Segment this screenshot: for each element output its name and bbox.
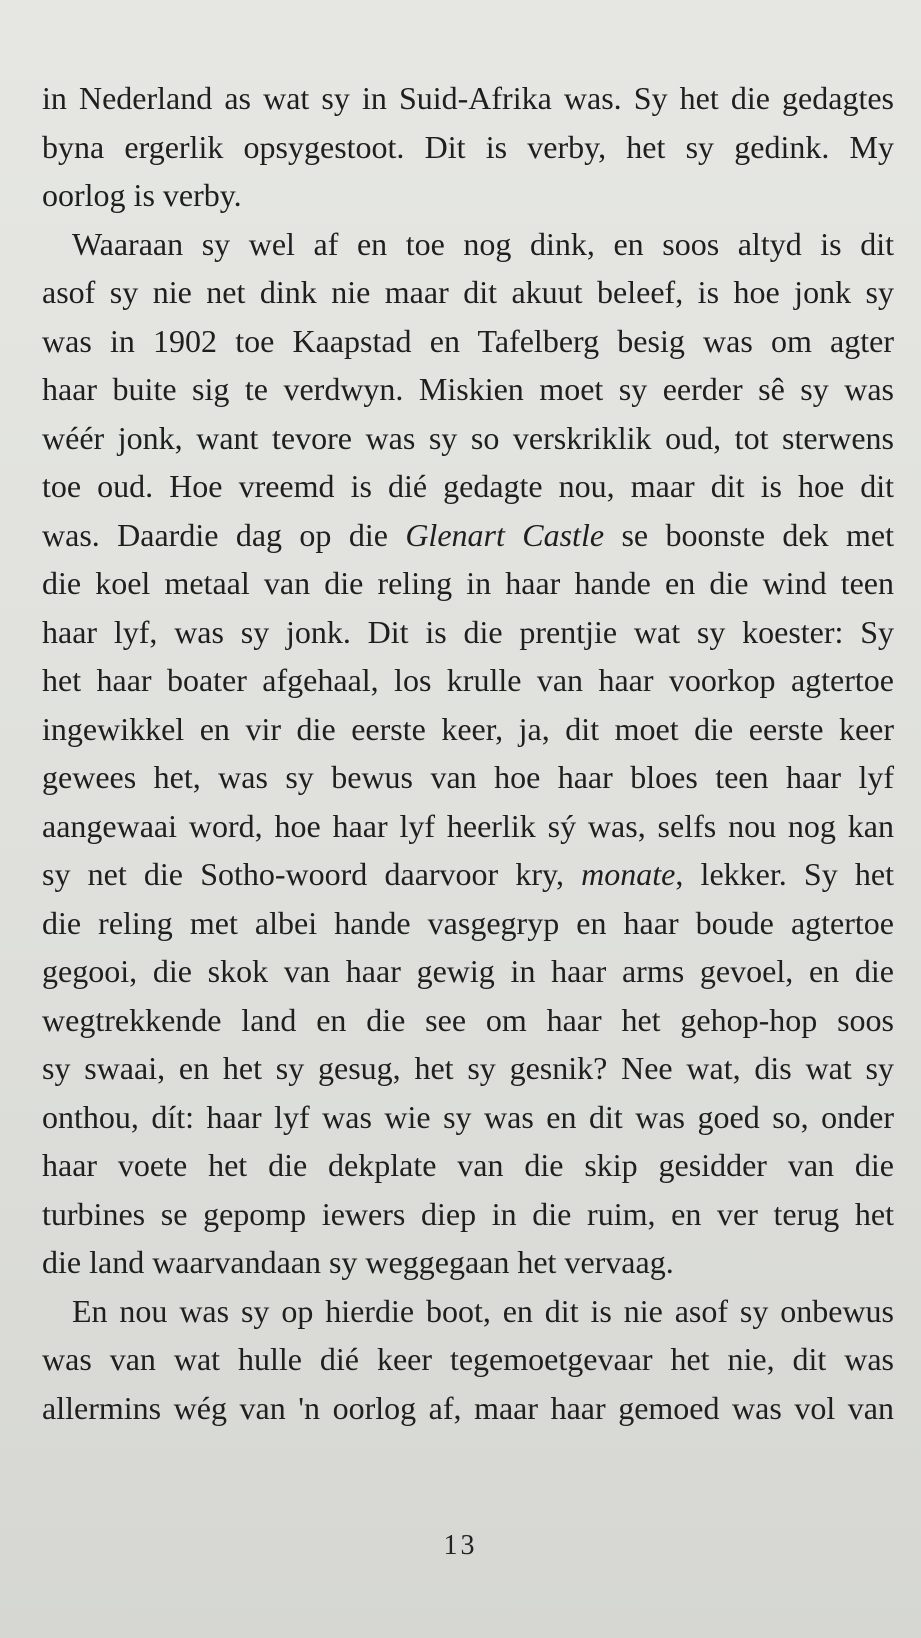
text-line: die koel metaal van die reling in haar hande en die wind teen xyxy=(42,565,894,601)
body-text xyxy=(42,74,894,1432)
text-line: Waaraan sy wel af en toe nog dink, en soos altyd is dit xyxy=(72,225,894,262)
text-line: die land waarvandaan sy weggegaan het vervaag. xyxy=(42,1244,674,1280)
text-line: gewees het, was sy bewus van hoe haar bloes teen haar lyf xyxy=(42,759,894,795)
text-line: asof sy nie net dink nie maar dit akuut beleef, is hoe jonk sy xyxy=(42,274,894,310)
paragraph-1 xyxy=(42,74,894,220)
text-line: was van wat hulle dié keer tegemoetgevaar het nie, dit was xyxy=(42,1341,894,1377)
text-line: die reling met albei hande vasgegryp en haar boude agtertoe xyxy=(42,904,894,941)
text-line-with-ship-name: was. Daardie dag op die Glenart Castle se boonste dek met xyxy=(42,516,895,553)
page-number: 13 xyxy=(443,1530,478,1561)
paragraph-2 xyxy=(42,220,894,1287)
text-line: oorlog is verby. xyxy=(42,177,242,213)
text-line: gegooi, die skok van haar gewig in haar arms gevoel, en die xyxy=(42,953,894,989)
text-line: byna ergerlik opsygestoot. Dit is verby, het sy gedink. My xyxy=(42,128,894,165)
text-line: het haar boater afgehaal, los krulle van haar voorkop agtertoe xyxy=(42,662,894,698)
text-line: En nou was sy op hierdie boot, en dit is nie asof sy onbewus xyxy=(72,1292,894,1329)
text-line: onthou, dít: haar lyf was wie sy was en dit was goed so, onder xyxy=(42,1098,894,1135)
text-line: allermins wég van 'n oorlog af, maar haar gemoed was vol van xyxy=(42,1389,894,1426)
text-line: wéér jonk, want tevore was sy so verskriklik oud, tot sterwens xyxy=(42,419,894,456)
italic-phrase: monate xyxy=(581,856,676,892)
text-line: haar lyf, was sy jonk. Dit is die prentjie wat sy koester: Sy xyxy=(42,613,894,650)
italic-phrase: Glenart Castle xyxy=(405,516,605,553)
text-line: haar buite sig te verdwyn. Miskien moet sy eerder sê sy was xyxy=(42,371,894,407)
text-line: was in 1902 toe Kaapstad en Tafelberg besig was om agter xyxy=(42,322,894,359)
text-line-with-sotho-word: sy net die Sotho-woord daarvoor kry, monate, lekker. Sy het xyxy=(42,856,895,892)
text-line: toe oud. Hoe vreemd is dié gedagte nou, maar dit is hoe dit xyxy=(42,468,894,504)
text-line: aangewaai word, hoe haar lyf heerlik sý was, selfs nou nog kan xyxy=(42,807,894,844)
paragraph-3 xyxy=(42,1287,894,1433)
text-line: turbines se gepomp iewers diep in die ruim, en ver terug het xyxy=(42,1195,894,1232)
text-line: wegtrekkende land en die see om haar het gehop-hop soos xyxy=(42,1001,894,1038)
text-line: sy swaai, en het sy gesug, het sy gesnik? Nee wat, dis wat sy xyxy=(42,1050,894,1086)
text-line: ingewikkel en vir die eerste keer, ja, dit moet die eerste keer xyxy=(42,710,894,747)
text-line: haar voete het die dekplate van die skip gesidder van die xyxy=(42,1147,894,1183)
text-line: in Nederland as wat sy in Suid-Afrika was. Sy het die gedagtes xyxy=(42,80,894,116)
